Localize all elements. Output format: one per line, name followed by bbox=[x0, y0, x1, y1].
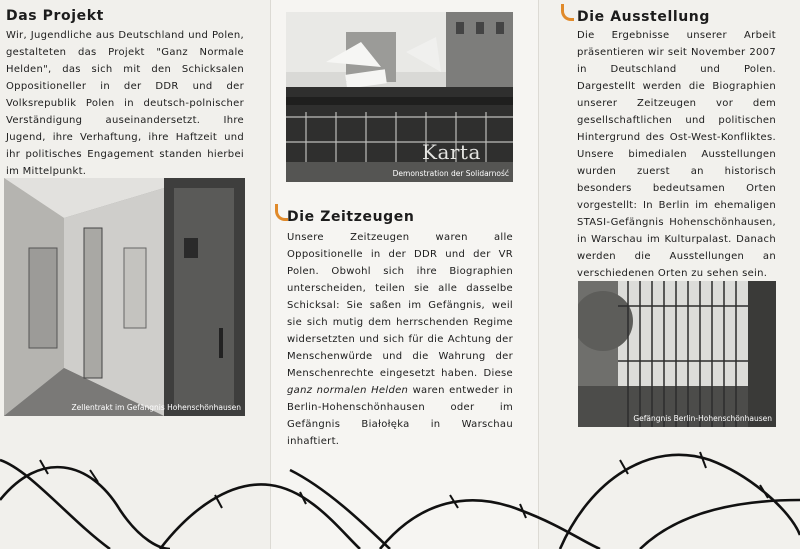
heading-die-ausstellung: Die Ausstellung bbox=[577, 9, 710, 25]
photo-gefaengnis bbox=[578, 281, 776, 427]
text-das-projekt: Wir, Jugendliche aus Deutschland und Polen, gestalteten das Projekt "Ganz Normale Helden", das sich mit den Schicksalen Oppositioneller in der DDR und der Volksrepublik Polen in deutsch-polnischer Verständigung auseinandersetzt. Ihre Jugend, ihre Verhaftung, ihre Haftzeit und ihr politisches Engagement standen hierbei im Mittelpunkt. bbox=[6, 30, 244, 177]
photo-zellentrakt bbox=[4, 178, 245, 416]
prison-fence-image bbox=[578, 281, 776, 427]
caption-gefaengnis: Gefängnis Berlin-Hohenschönhausen bbox=[633, 414, 772, 423]
heading-das-projekt: Das Projekt bbox=[6, 8, 104, 24]
accent-mark-ausstellung bbox=[561, 4, 574, 21]
photo-demonstration bbox=[286, 12, 513, 182]
text-die-ausstellung: Die Ergebnisse unserer Arbeit präsentieren wir seit November 2007 in Deutschland und Polen. Dargestellt werden die Biographien unserer Zeitzeugen vor dem gesellschaftlichen und politischen Hintergrund des Ost-West-Konfliktes. Unsere bimedialen Ausstellungen wurden zuerst an historisch besonders bedeutsamen Orten vorgestellt: In Berlin im ehemaligen STASI-Gefängnis Hohenschönhausen, in Warschau im Kulturpalast. Danach werden die Ausstellungen an verschiedenen Orten zu sehen sein. bbox=[577, 30, 776, 279]
text-die-zeitzeugen bbox=[287, 229, 513, 450]
heading-die-zeitzeugen: Die Zeitzeugen bbox=[287, 209, 415, 225]
photo-overlay-karta: Karta bbox=[422, 140, 481, 164]
caption-demonstration: Demonstration der Solidarność bbox=[392, 169, 509, 178]
prison-corridor-image bbox=[4, 178, 245, 416]
text-zeitzeugen-part1: Unsere Zeitzeugen waren alle Oppositionelle in der DDR und der VR Polen. Obwohl sich ihre Biographien unterscheiden, teilen sie alle dasselbe Schicksal: Sie saßen im Gefängnis, weil sie sich mutig dem herrschenden Regime widersetzten und sich für die Achtung der Menschenwürde und die Wahrung der Menschenrechte eingesetzt haben. Diese bbox=[287, 232, 513, 379]
caption-zellentrakt: Zellentrakt im Gefängnis Hohenschönhausen bbox=[71, 403, 241, 412]
text-zeitzeugen-part2: waren entweder in Berlin-Hohenschönhausen oder im Gefängnis Białołęka in Warschau inhaftiert. bbox=[287, 385, 513, 447]
text-zeitzeugen-italic: ganz normalen Helden bbox=[287, 385, 409, 396]
barbed-wire-decoration bbox=[0, 440, 800, 549]
